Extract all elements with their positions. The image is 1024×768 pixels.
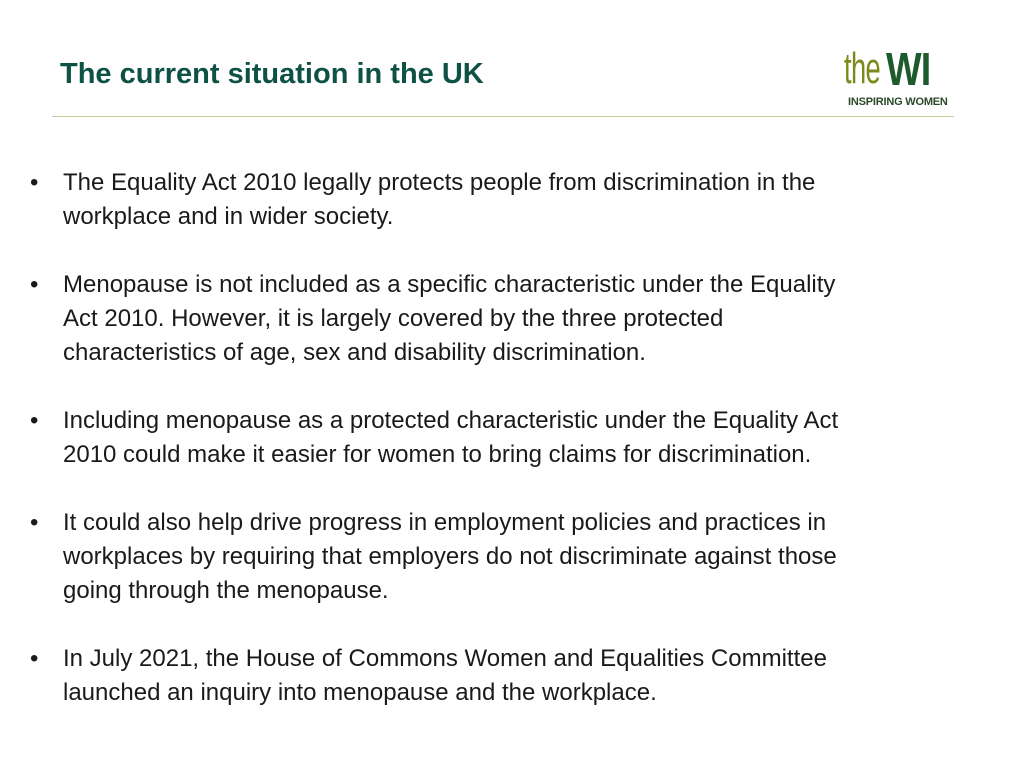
bullet-item: [30, 404, 990, 472]
bullet-line: The Equality Act 2010 legally protects people from discrimination in the: [63, 169, 816, 196]
slide-title: The current situation in the UK: [60, 58, 484, 90]
logo-the: the: [844, 44, 881, 93]
bullet-line: characteristics of age, sex and disability discrimination.: [63, 339, 646, 366]
bullet-line: Act 2010. However, it is largely covered by the three protected: [63, 305, 724, 332]
bullet-dot: •: [30, 407, 39, 434]
bullet-list: [30, 166, 990, 744]
bullet-dot: •: [30, 645, 39, 672]
bullet-item: [30, 166, 990, 234]
bullet-line: In July 2021, the House of Commons Women and Equalities Committee: [63, 645, 827, 672]
bullet-line: workplaces by requiring that employers do not discriminate against those: [63, 543, 837, 570]
bullet-item: [30, 506, 990, 608]
bullet-item: [30, 268, 990, 370]
bullet-line: workplace and in wider society.: [63, 203, 394, 230]
bullet-item: [30, 642, 990, 710]
bullet-line: launched an inquiry into menopause and the workplace.: [63, 679, 657, 706]
logo-wi: WI: [886, 43, 931, 95]
bullet-line: going through the menopause.: [63, 577, 389, 604]
bullet-line: It could also help drive progress in employment policies and practices in: [63, 509, 827, 536]
bullet-line: Including menopause as a protected characteristic under the Equality Act: [63, 407, 839, 434]
bullet-dot: •: [30, 271, 39, 298]
bullet-line: Menopause is not included as a specific characteristic under the Equality: [63, 271, 836, 298]
title-divider: [52, 116, 954, 117]
wi-logo: [838, 40, 950, 116]
logo-tagline: INSPIRING WOMEN: [848, 96, 948, 108]
bullet-line: 2010 could make it easier for women to bring claims for discrimination.: [63, 441, 812, 468]
logo-wordmark: [844, 44, 940, 94]
bullet-dot: •: [30, 169, 39, 196]
bullet-dot: •: [30, 509, 39, 536]
